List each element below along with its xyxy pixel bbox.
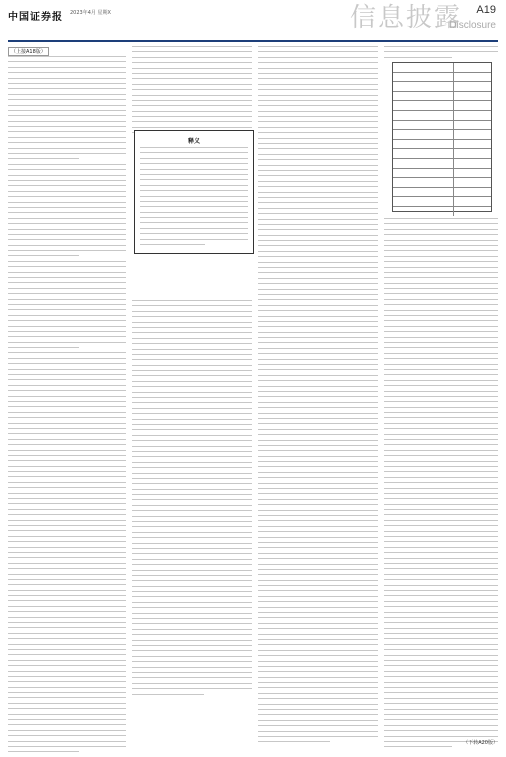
table-row — [393, 101, 491, 111]
table-row — [393, 73, 491, 83]
table-row — [393, 63, 491, 73]
table-row — [393, 130, 491, 140]
section-title-en: Disclosure — [449, 20, 496, 31]
table-row — [393, 82, 491, 92]
column-4-text-top — [384, 46, 498, 62]
table-row — [393, 188, 491, 198]
definitions-box — [134, 130, 254, 254]
table-row — [393, 207, 491, 216]
column-1-text — [8, 56, 126, 757]
text-column-4 — [384, 46, 498, 736]
definitions-title: 释义 — [187, 138, 200, 145]
continued-from-label: （上接A18版） — [8, 47, 49, 56]
table-row — [393, 121, 491, 131]
table-row — [393, 149, 491, 159]
masthead — [0, 0, 506, 42]
continued-next-label: （下转A20版） — [463, 740, 498, 746]
newspaper-logo: 中国证券报 — [8, 12, 63, 23]
text-column-1 — [8, 46, 126, 736]
section-title: 信息披露 — [349, 3, 462, 33]
table-row — [393, 178, 491, 188]
table-row — [393, 159, 491, 169]
column-2-text-bottom — [132, 300, 252, 699]
column-4-text-bottom — [384, 218, 498, 752]
page-number: A19 — [476, 4, 496, 16]
text-column-3 — [258, 46, 378, 736]
table-row — [393, 197, 491, 207]
table-row — [393, 169, 491, 179]
table-row — [393, 140, 491, 150]
header-rule — [8, 40, 498, 42]
table-row — [393, 111, 491, 121]
table-row — [393, 92, 491, 102]
column-2-text-top — [132, 46, 252, 138]
publication-date: 2023年4月 星期X — [70, 10, 111, 16]
definitions-text — [140, 147, 248, 249]
data-table — [392, 62, 492, 212]
column-3-text — [258, 46, 378, 747]
